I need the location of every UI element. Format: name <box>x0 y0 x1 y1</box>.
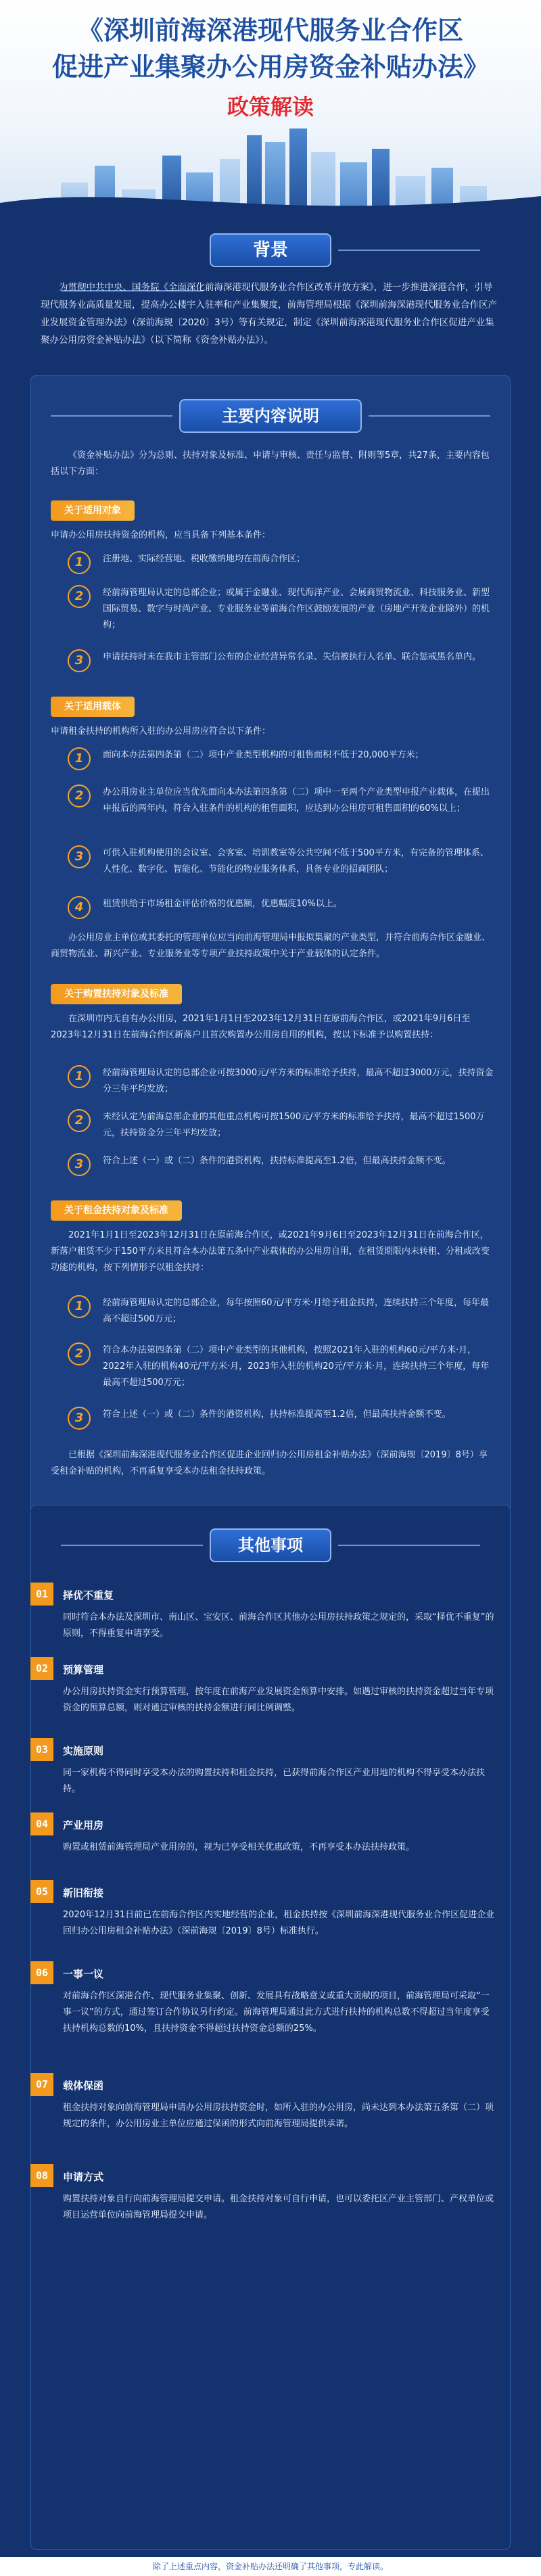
other-item <box>30 1583 511 1650</box>
item-text: 符合上述（一）或（二）条件的港资机构，扶持标准提高至1.2倍，但最高扶持金额不变。 <box>103 1156 451 1166</box>
item-title: 申请方式 <box>63 2171 104 2183</box>
other-item <box>30 1738 511 1806</box>
background-text: 为贯彻中共中央、国务院《全面深化前海深港现代服务业合作区改革开放方案》，进一步推进深港合作，引导现代服务业高质量发展，提高办公楼宇入驻率和产业集聚度，前海管理局根据《深圳前海深港现代服务业合作区产业发展资金管理办法》（深前海规〔2020〕3号）等有关规定，制定《深圳前海深港现代服务业合作区促进产业集聚办公用房资金补贴办法》（以下简称《资金补贴办法》）。 <box>41 282 497 346</box>
list-item <box>68 896 494 912</box>
hero-title-line2: 促进产业集聚办公用房资金补贴办法》 <box>51 52 489 82</box>
list-item <box>68 1342 494 1391</box>
item-text: 申请扶持时未在我市主管部门公布的企业经营异常名录、失信被执行人名单、联合惩戒黑名单内。 <box>103 652 481 662</box>
item-title: 产业用房 <box>63 1819 104 1831</box>
item-number: 08 <box>30 2164 53 2187</box>
divider-right <box>338 250 480 251</box>
other-item <box>30 1812 511 1873</box>
section-tag-applicable-carriers: 关于适用载体 <box>51 697 135 717</box>
list-item <box>68 585 494 634</box>
list-item <box>68 845 494 878</box>
item-number: 1 <box>68 551 91 574</box>
item-text: 办公用房扶持资金实行预算管理，按年度在前海产业发展资金预算中安排。如遇过审核的扶持资金超过当年专项资金的预算总额，则对通过审核的扶持金额进行同比例调整。 <box>63 1687 494 1713</box>
list-item <box>68 1407 494 1423</box>
item-number: 1 <box>68 1295 91 1318</box>
hero-title <box>0 12 541 85</box>
item-text: 同一家机构不得同时享受本办法的购置扶持和租金扶持，已获得前海合作区产业用地的机构不得享受本办法扶持。 <box>63 1768 486 1794</box>
divider-right <box>369 415 490 417</box>
item-number: 2 <box>68 1342 91 1365</box>
list-item <box>68 551 494 567</box>
list-item <box>68 1109 494 1142</box>
section-tag-rent-support: 关于租金扶持对象及标准 <box>51 1200 182 1221</box>
footer-note: 除了上述重点内容，资金补贴办法还明确了其他事项，专此解读。 <box>0 2557 541 2576</box>
item-text: 经前海管理局认定的总部企业可按3000元/平方米的标准给予扶持，最高不超过3000万元，扶持资金分三年平均发放； <box>103 1068 494 1094</box>
background-heading: 背景 <box>210 233 331 267</box>
other-item <box>30 1961 511 2063</box>
other-item <box>30 2164 511 2239</box>
item-text: 2020年12月31日前已在前海合作区内实地经营的企业，租金扶持按《深圳前海深港现代服务业合作区促进企业回归办公用房租金补贴办法》（深前海规〔2019〕8号）标准执行。 <box>63 1910 495 1936</box>
item-text: 租金扶持对象向前海管理局申请办公用房扶持资金时，如所入驻的办公用房，尚未达到本办法第五条第（二）项规定的条件，办公用房业主单位应通过保函的形式向前海管理局提供承诺。 <box>63 2103 494 2129</box>
s4-note: 已根据《深圳前海深港现代服务业合作区促进企业回归办公用房租金补贴办法》（深前海规〔2019〕8号）享受租金补贴的机构，不再重复享受本办法租金扶持政策。 <box>51 1450 488 1476</box>
s2-lead: 申请租金扶持的机构所入驻的办公用房应符合以下条件： <box>51 726 271 736</box>
item-number: 1 <box>68 747 91 770</box>
other-item <box>30 2073 511 2154</box>
s2-note: 办公用房业主单位或其委托的管理单位应当向前海管理局申报拟集聚的产业类型，并符合前海合作区金融业、商贸物流业、新兴产业、专业服务业等专项产业扶持政策中关于产业载体的认定条件。 <box>51 933 491 959</box>
s1-lead: 申请办公用房扶持资金的机构，应当具备下列基本条件： <box>51 530 271 540</box>
list-item <box>68 784 494 817</box>
item-text: 符合上述（一）或（二）条件的港资机构，扶持标准提高至1.2倍，但最高扶持金额不变。 <box>103 1409 451 1420</box>
item-text: 未经认定为前海总部企业的其他重点机构可按1500元/平方米的标准给予扶持，最高不超过1500万元，扶持资金分三年平均发放； <box>103 1112 485 1138</box>
item-title: 载体保函 <box>63 2080 104 2092</box>
hero-subtitle: 政策解读 <box>227 94 314 120</box>
item-text: 符合本办法第四条第（二）项中产业类型的其他机构，按照2021年入驻的机构60元/平方米·月，2022年入驻的机构40元/平方米·月，2023年入驻的机构20元/平方米·月，连续扶持三个年度，每年最高不超过500万元； <box>103 1345 490 1388</box>
item-text: 经前海管理局认定的总部企业；或属于金融业、现代海洋产业、会展商贸物流业、科技服务业、新型国际贸易、数字与时尚产业、专业服务业等前海合作区鼓励发展的产业（房地产开发企业除外）的机构； <box>103 588 490 630</box>
item-number: 3 <box>68 649 91 672</box>
item-text: 租赁供给于市场租金评估价格的优惠额，优惠幅度10%以上。 <box>103 899 342 909</box>
wave-decoration <box>0 183 541 223</box>
divider-left <box>51 415 172 417</box>
other-heading: 其他事项 <box>210 1528 331 1562</box>
s4-lead: 2021年1月1日至2023年12月31日在原前海合作区，或2021年9月6日至2023年12月31日在前海合作区，新落户租赁不少于150平方米且符合本办法第五条中产业载体的办公用房自用，在租赁期限内未转租、分租或改变功能的机构，按下列情形予以租金扶持： <box>51 1230 490 1273</box>
item-number: 2 <box>68 784 91 807</box>
section-tag-purchase-support: 关于购置扶持对象及标准 <box>51 984 182 1004</box>
item-number: 05 <box>30 1880 53 1903</box>
item-text: 面向本办法第四条第（二）项中产业类型机构的可租售面积不低于20,000平方米； <box>103 750 424 760</box>
main-heading: 主要内容说明 <box>179 399 362 433</box>
item-text: 经前海管理局认定的总部企业，每年按照60元/平方米·月给予租金扶持，连续扶持三个年度，每年最高不超过500万元； <box>103 1298 490 1324</box>
item-text: 对前海合作区深港合作、现代服务业集聚、创新、发展具有战略意义或重大贡献的项目，前海管理局可采取“一事一议”的方式，通过签订合作协议另行约定。前海管理局通过此方式进行扶持的机构总数不得超过当年度享受扶持机构总数的10%，且扶持资金不得超过扶持资金总额的25%。 <box>63 1991 490 2034</box>
item-text: 同时符合本办法及深圳市、南山区、宝安区、前海合作区其他办公用房扶持政策之规定的，采取“择优不重复”的原则，不得重复申请享受。 <box>63 1612 494 1639</box>
item-title: 择优不重复 <box>63 1589 114 1601</box>
item-number: 4 <box>68 896 91 919</box>
main-heading-wrap <box>30 399 511 433</box>
item-number: 03 <box>30 1738 53 1761</box>
section-tag-applicable-objects: 关于适用对象 <box>51 500 135 521</box>
item-number: 01 <box>30 1583 53 1606</box>
item-number: 02 <box>30 1657 53 1680</box>
list-item <box>68 1153 494 1169</box>
s3-lead: 在深圳市内无自有办公用房，2021年1月1日至2023年12月31日在原前海合作区，或2021年9月6日至2023年12月31日在前海合作区新落户且首次购置办公用房自用的机构，按以下标准予以购置扶持： <box>51 1014 471 1040</box>
hero-title-line1: 《深圳前海深港现代服务业合作区 <box>77 16 463 45</box>
item-text: 可供入驻机构使用的会议室、会客室、培训教室等公共空间不低于500平方米，有完备的管理体系、人性化、数字化、智能化、节能化的物业服务体系，具备专业的招商团队； <box>103 848 489 874</box>
divider-right <box>338 1545 480 1546</box>
item-title: 实施原则 <box>63 1745 104 1757</box>
list-item <box>68 1065 494 1098</box>
item-number: 07 <box>30 2073 53 2096</box>
other-heading-wrap <box>0 1528 541 1562</box>
hero-banner <box>0 0 541 223</box>
other-item <box>30 1657 511 1731</box>
item-text: 购置或租赁前海管理局产业用房的，视为已享受相关优惠政策，不再享受本办法扶持政策。 <box>63 1842 415 1852</box>
list-item <box>68 747 494 764</box>
item-number: 06 <box>30 1961 53 1984</box>
item-number: 2 <box>68 1109 91 1132</box>
item-number: 3 <box>68 1407 91 1430</box>
item-number: 3 <box>68 845 91 868</box>
item-number: 04 <box>30 1812 53 1835</box>
item-text: 办公用房业主单位应当优先面向本办法第四条第（二）项中一至两个产业类型申报产业载体，在提出申报后的两年内，符合入驻条件的机构的租售面积，应达到办公用房可租售面积的60%以上； <box>103 787 490 814</box>
item-title: 预算管理 <box>63 1664 104 1676</box>
divider-left <box>61 1545 203 1546</box>
item-number: 3 <box>68 1153 91 1176</box>
item-number: 2 <box>68 585 91 608</box>
list-item <box>68 649 494 668</box>
other-item <box>30 1880 511 1954</box>
item-text: 注册地、实际经营地、税收缴纳地均在前海合作区； <box>103 554 306 564</box>
item-text: 购置扶持对象自行向前海管理局提交申请。租金扶持对象可自行申请，也可以委托区产业主管部门、产权单位或项目运营单位向前海管理局提交申请。 <box>63 2194 494 2220</box>
main-intro: 《资金补贴办法》分为总则、扶持对象及标准、申请与审核、责任与监督、附则等5章，共27条，主要内容包括以下方面： <box>51 450 490 477</box>
item-number: 1 <box>68 1065 91 1088</box>
list-item <box>68 1295 494 1328</box>
item-title: 一事一议 <box>63 1968 104 1980</box>
item-title: 新旧衔接 <box>63 1887 104 1899</box>
